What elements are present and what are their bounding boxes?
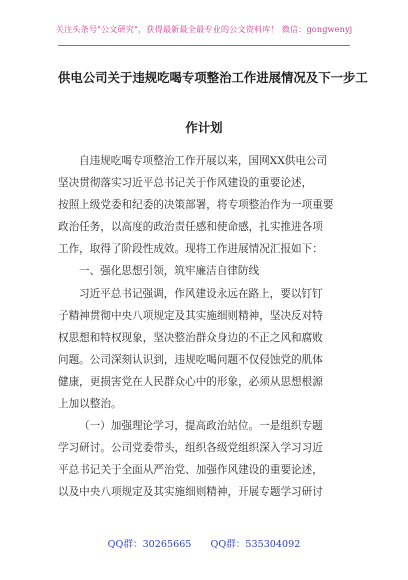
footer-qq-group-2: QQ群：535304092 — [210, 539, 301, 550]
body-line: 权思想和特权现象，坚决整治群众身边的不正之风和腐败 — [58, 331, 323, 344]
section-heading-1 — [58, 260, 350, 282]
body-line: 工作，取得了阶段性成效。现将工作进展情况汇报如下： — [58, 243, 323, 256]
paragraph-intro — [58, 150, 350, 260]
body-line: 上加以整治。 — [58, 398, 122, 411]
body-line: 平总书记关于全面从严治党、加强作风建设的重要论述， — [58, 464, 323, 477]
document-title-line2: 作计划 — [185, 120, 223, 135]
body-line: 坚决贯彻落实习近平总书记关于作风建设的重要论述， — [58, 177, 313, 190]
paragraph-section-1 — [58, 283, 350, 416]
body-line: 政治任务，以高度的政治责任感和使命感，扎实推进各项 — [58, 221, 323, 234]
body-line: 子精神贯彻中央八项规定及其实施细则精神，坚决反对特 — [58, 309, 323, 322]
section-heading-text: 一、强化思想引领，筑牢廉洁自律防线 — [79, 265, 260, 278]
body-line: （一）加强理论学习，提高政治站位。一是组织专题 — [79, 420, 323, 433]
paragraph-subsection-1 — [58, 415, 350, 503]
header-promo-text: 关注头条号"公文研究"，获得最新最全最专业的公文资料库！ 微信：gongwenyj — [55, 24, 353, 34]
footer-qq-group-1: QQ群：30265665 — [107, 539, 192, 550]
page-footer — [0, 536, 408, 550]
body-line: 习近平总书记强调，作风建设永远在路上，要以钉钉 — [79, 287, 323, 300]
body-line: 自违规吃喝专项整治工作开展以来，国网XX供电公司 — [79, 155, 328, 167]
document-body — [58, 150, 350, 504]
page-header — [0, 0, 408, 58]
body-line: 健康，更损害党在人民群众心中的形象，必须从思想根源 — [58, 375, 323, 388]
body-line: 学习研讨。公司党委带头，组织各级党组织深入学习习近 — [58, 442, 323, 455]
body-line: 问题。公司深刻认识到，违规吃喝问题不仅侵蚀党的肌体 — [58, 353, 323, 366]
header-divider — [58, 45, 350, 46]
body-line: 按照上级党委和纪委的决策部署，将专项整治作为一项重要 — [58, 199, 334, 212]
body-line: 以及中央八项规定及其实施细则精神，开展专题学习研讨 — [58, 486, 323, 499]
document-title-line1: 供电公司关于违规吃喝专项整治工作进展情况及下一步工 — [58, 70, 368, 85]
